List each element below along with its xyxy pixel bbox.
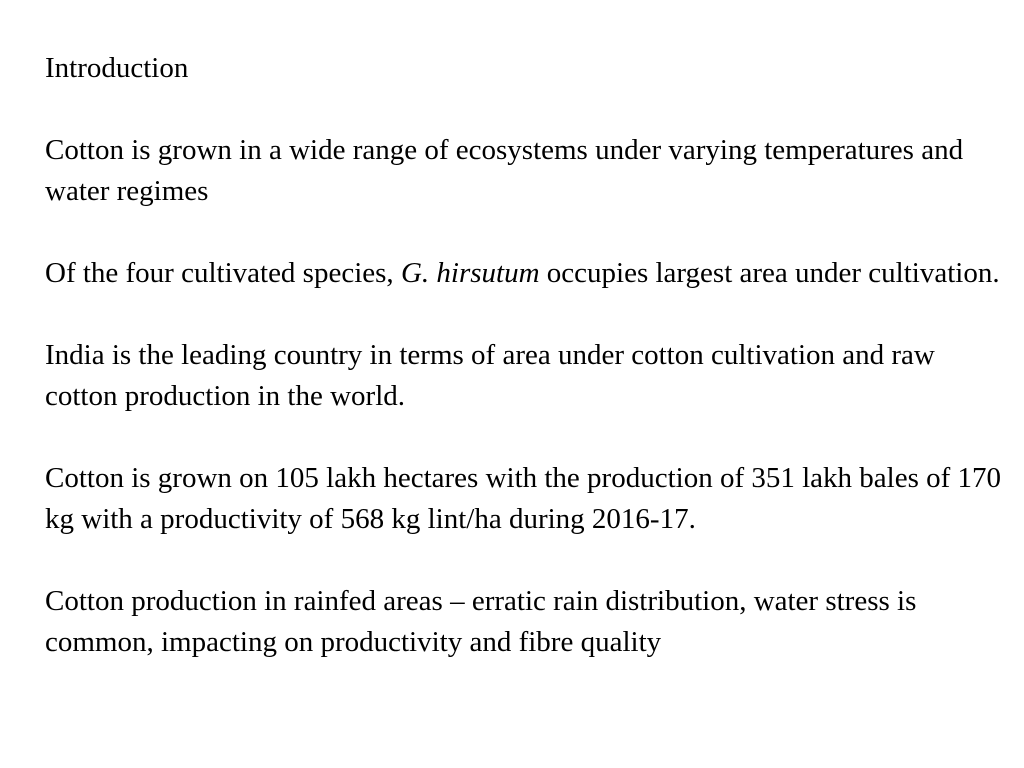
spacer xyxy=(45,417,1005,458)
species-name: G. hirsutum xyxy=(400,257,540,289)
paragraph-production: Cotton is grown on 105 lakh hectares with the production of 351 lakh bales of 170 kg with a productivity of 568 kg lint/ha during 2016-17. xyxy=(45,462,1002,535)
paragraph-ecosystems: Cotton is grown in a wide range of ecosystems under varying temperatures and water regimes xyxy=(45,134,964,207)
paragraph-rainfed: Cotton production in rainfed areas – erratic rain distribution, water stress is common, impacting on productivity and fibre quality xyxy=(45,585,917,658)
paragraph-india: India is the leading country in terms of area under cotton cultivation and raw cotton production in the world. xyxy=(45,339,935,412)
species-text-after: occupies largest area under cultivation. xyxy=(539,257,1000,289)
paragraph-species xyxy=(45,253,1005,294)
spacer xyxy=(45,89,1005,130)
spacer xyxy=(45,540,1005,581)
slide-body xyxy=(45,48,1005,663)
spacer xyxy=(45,212,1005,253)
spacer xyxy=(45,294,1005,335)
species-text-before: Of the four cultivated species, xyxy=(45,257,401,289)
slide-title: Introduction xyxy=(45,52,189,84)
